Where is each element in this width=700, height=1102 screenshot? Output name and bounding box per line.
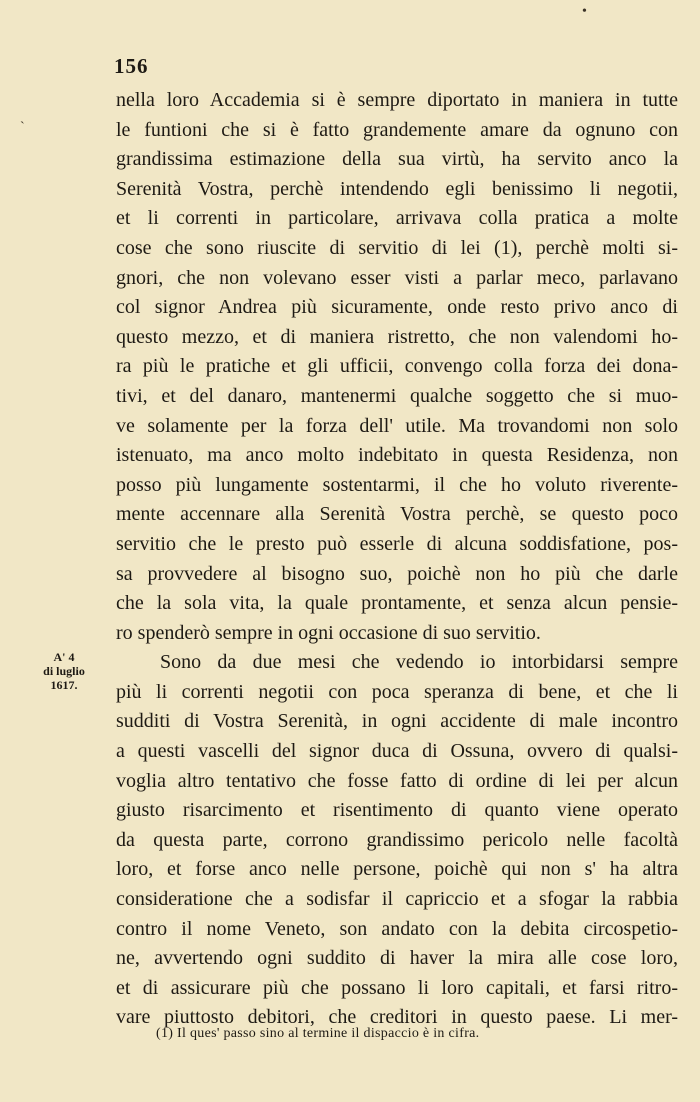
text-line: voglia altro tentativo che fosse fatto di ordine di lei per alcun bbox=[116, 769, 678, 792]
text-line: istenuato, ma anco molto indebitato in questa Residenza, non bbox=[116, 444, 678, 467]
text-line: ve solamente per la forza dell' utile. Ma trovandomi non solo bbox=[116, 414, 678, 437]
text-line: sa provvedere al bisogno suo, poichè non ho più che darle bbox=[116, 562, 678, 585]
text-line: ra più le pratiche et gli ufficii, convengo colla forza dei dona- bbox=[116, 355, 678, 378]
text-line: et di assicurare più che possano li loro capitali, et farsi ritro- bbox=[116, 976, 678, 999]
text-line: nella loro Accademia si è sempre diportato in maniera in tutte bbox=[116, 89, 678, 111]
text-line: ro spenderò sempre in ogni occasione di suo servitio. bbox=[116, 621, 541, 644]
text-line: et li correnti in particolare, arrivava colla pratica a molte bbox=[116, 207, 678, 230]
text-line: da questa parte, corrono grandissimo pericolo nelle facoltà bbox=[116, 828, 678, 851]
print-speck: ˋ bbox=[20, 120, 25, 135]
text-line: consideratione che a sodisfar il capriccio et a sfogar la rabbia bbox=[116, 888, 678, 911]
text-line: posso più lungamente sostentarmi, il che ho voluto riverente- bbox=[116, 473, 678, 496]
text-line: vare piuttosto debitori, che creditori in questo paese. Li mer- bbox=[116, 1006, 678, 1029]
margin-note-line: di luglio bbox=[43, 664, 85, 678]
text-line: cose che sono riuscite di servitio di lei (1), perchè molti si- bbox=[116, 236, 678, 259]
text-line: questo mezzo, et di maniera ristretto, che non valendomi ho- bbox=[116, 325, 678, 348]
text-line: grandissima estimazione della sua virtù, ha servito anco la bbox=[116, 148, 678, 171]
margin-note-line: A' 4 bbox=[53, 650, 75, 664]
text-line: servitio che le presto può esserle di alcuna soddisfatione, pos- bbox=[116, 532, 678, 555]
print-speck: • bbox=[582, 4, 587, 19]
body-text bbox=[116, 86, 678, 1033]
text-line: ne, avvertendo ogni suddito di haver la mira alle cose loro, bbox=[116, 947, 678, 970]
margin-date-note bbox=[28, 650, 100, 692]
text-line: le funtioni che si è fatto grandemente amare da ognuno con bbox=[116, 118, 678, 141]
text-line: contro il nome Veneto, son andato con la debita circospetio- bbox=[116, 917, 678, 940]
text-line: Serenità Vostra, perchè intendendo egli benissimo li negotii, bbox=[116, 177, 678, 200]
text-line: col signor Andrea più sicuramente, onde resto privo anco di bbox=[116, 296, 678, 319]
margin-note-line: 1617. bbox=[50, 678, 78, 692]
text-line: mente accennare alla Serenità Vostra perchè, se questo poco bbox=[116, 503, 678, 526]
text-line: più li correnti negotii con poca speranza di bene, et che li bbox=[116, 680, 678, 703]
text-line: Sono da due mesi che vedendo io intorbidarsi sempre bbox=[160, 651, 678, 674]
text-line: gnori, che non volevano esser visti a parlar meco, parlavano bbox=[116, 266, 678, 289]
text-line: giusto risarcimento et risentimento di quanto viene operato bbox=[116, 799, 678, 822]
text-line: tivi, et del danaro, mantenermi qualche soggetto che si muo- bbox=[116, 384, 678, 407]
text-line: loro, et forse anco nelle persone, poichè qui non s' ha altra bbox=[116, 858, 678, 881]
text-line: che la sola vita, la quale prontamente, et senza alcun pensie- bbox=[116, 592, 678, 615]
page-number: 156 bbox=[114, 54, 149, 78]
text-line: a questi vascelli del signor duca di Ossuna, ovvero di qualsi- bbox=[116, 740, 678, 763]
text-line: sudditi di Vostra Serenità, in ogni accidente di male incontro bbox=[116, 710, 678, 733]
footnote: (1) Il ques' passo sino al termine il dispaccio è in cifra. bbox=[156, 1026, 480, 1041]
